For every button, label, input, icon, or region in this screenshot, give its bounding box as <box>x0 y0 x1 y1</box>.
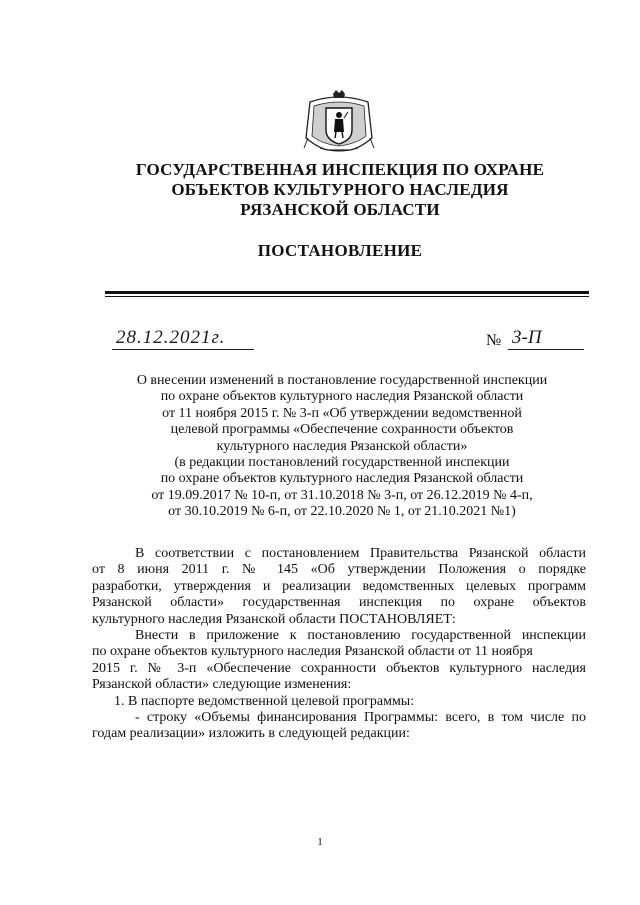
ryazan-coat-of-arms-icon <box>300 88 378 156</box>
title-line: целевой программы «Обеспечение сохранности объектов <box>170 422 514 438</box>
header-divider-thick <box>105 291 589 294</box>
body-line: - строку «Объемы финансирования Программы: всего, в том числе по <box>135 710 586 726</box>
resolution-body <box>92 546 586 743</box>
title-line: от 19.09.2017 № 10-п, от 31.10.2018 № 3-п, от 26.12.2019 № 4-п, <box>151 487 533 503</box>
header-divider-thin <box>105 296 589 297</box>
number-field <box>508 327 584 350</box>
body-line: 2015 г. № 3-п «Обеспечение сохранности объектов культурного наследия <box>92 660 586 676</box>
body-line: В соответствии с постановлением Правительства Рязанской области <box>135 546 586 561</box>
agency-name <box>90 160 590 220</box>
title-line: (в редакции постановлений государственной инспекции <box>174 455 510 471</box>
title-line: культурного наследия Рязанской области» <box>216 438 468 454</box>
document-type: ПОСТАНОВЛЕНИЕ <box>257 241 423 260</box>
title-line: от 30.10.2019 № 6-п, от 22.10.2020 № 1, от 21.10.2021 №1) <box>168 504 516 520</box>
title-line: О внесении изменений в постановление государственной инспекции <box>136 373 548 388</box>
agency-line: РЯЗАНСКОЙ ОБЛАСТИ <box>240 200 440 219</box>
number-label: № <box>486 332 502 349</box>
page-number: 1 <box>317 836 323 848</box>
body-line: по охране объектов культурного наследия Рязанской области от 11 ноября <box>92 644 533 660</box>
handwritten-date: 28.12.2021г. <box>116 327 226 348</box>
body-line: Внести в приложение к постановлению государственной инспекции <box>135 628 586 644</box>
date-underline <box>112 349 254 350</box>
resolution-title <box>92 373 592 521</box>
handwritten-number: 3-П <box>512 327 542 348</box>
body-line: от 8 июня 2011 г. № 145 «Об утверждении Положения о порядке <box>92 562 586 578</box>
title-line: по охране объектов культурного наследия Рязанской области <box>160 389 524 405</box>
agency-line: ОБЪЕКТОВ КУЛЬТУРНОГО НАСЛЕДИЯ <box>171 180 509 199</box>
list-item: 1. В паспорте ведомственной целевой программы: <box>114 693 415 709</box>
body-line: Рязанской области» следующие изменения: <box>92 677 352 693</box>
body-line: разработки, утверждения и реализации ведомственных целевых программ <box>92 578 586 594</box>
title-line: по охране объектов культурного наследия Рязанской области <box>160 471 524 487</box>
body-line: культурного наследия Рязанской области ПОСТАНОВЛЯЕТ: <box>92 611 456 627</box>
number-underline <box>508 349 584 350</box>
body-line: годам реализации» изложить в следующей редакции: <box>92 726 410 742</box>
body-line: Рязанской области» государственная инспекция по охране объектов <box>92 595 586 611</box>
title-line: от 11 ноября 2015 г. № 3-п «Об утверждении ведомственной <box>162 405 522 421</box>
agency-line: ГОСУДАРСТВЕННАЯ ИНСПЕКЦИЯ ПО ОХРАНЕ <box>135 160 545 179</box>
date-field <box>112 327 254 350</box>
